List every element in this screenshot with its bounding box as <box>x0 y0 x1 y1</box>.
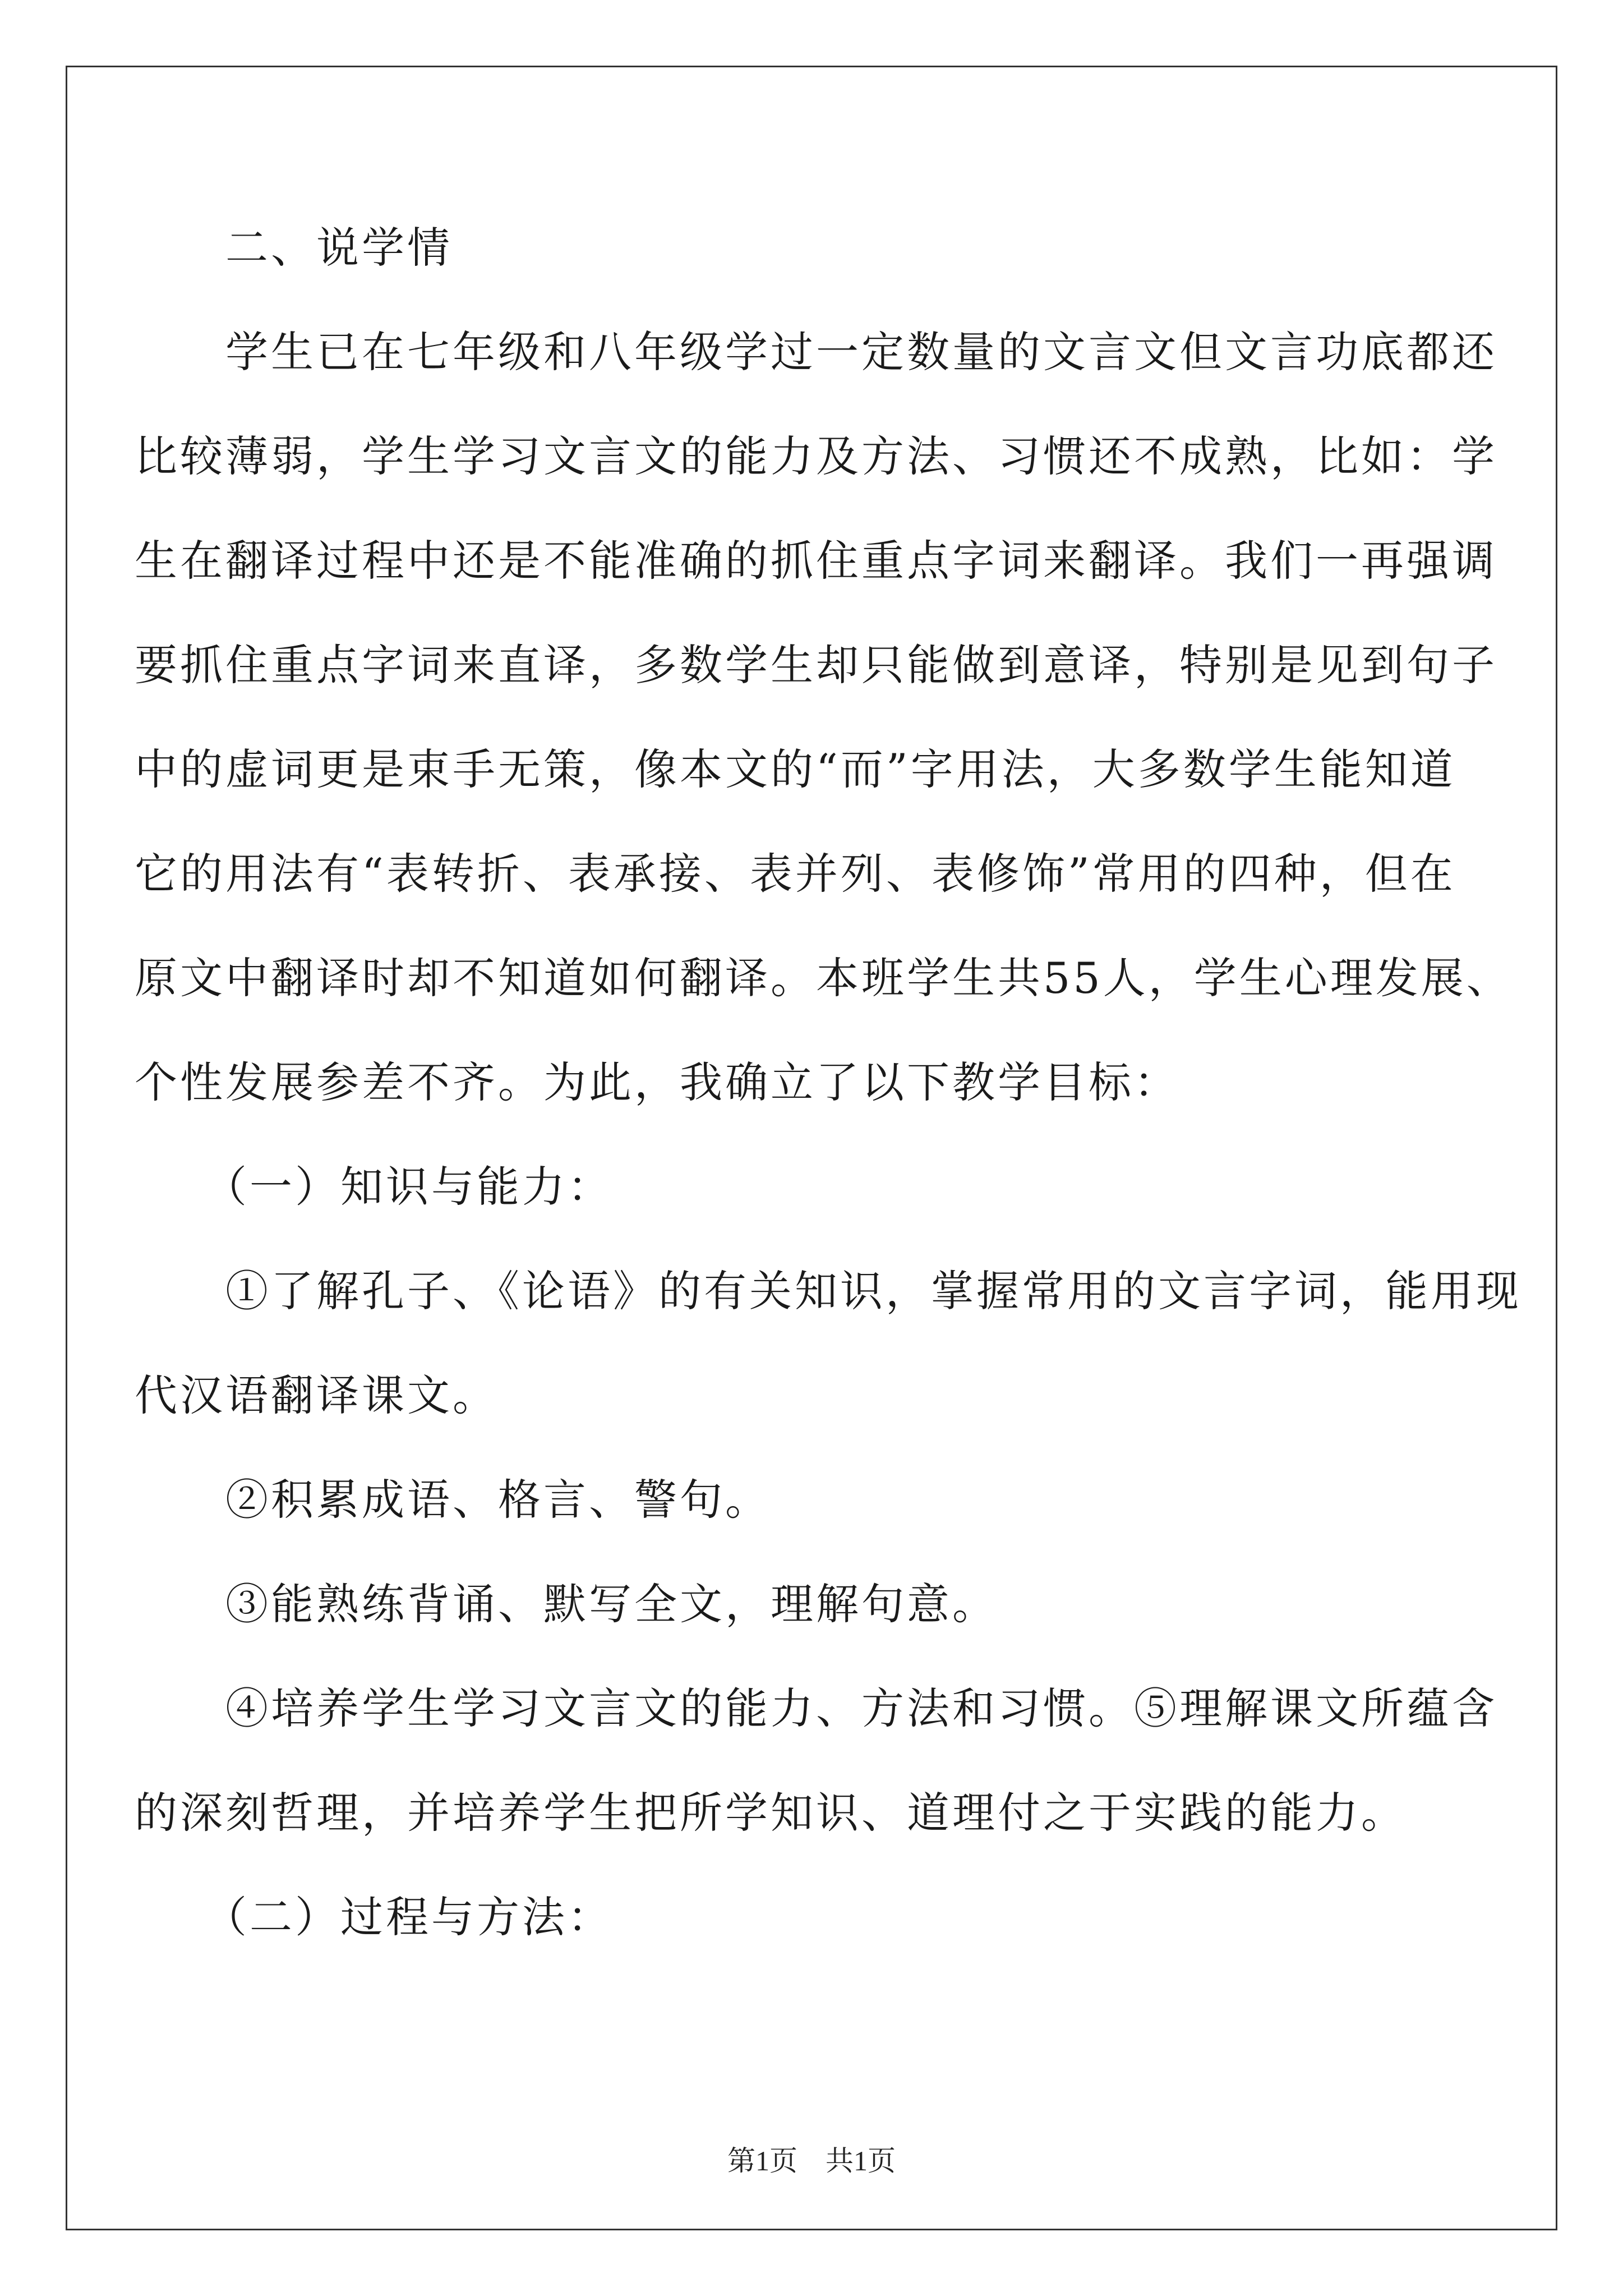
text-line-4: 生在翻译过程中还是不能准确的抓住重点字词来翻译。我们一再强调 <box>135 536 1497 586</box>
text-line-8: 原文中翻译时却不知道如何翻译。本班学生共55人，学生心理发展、 <box>135 953 1512 1003</box>
text-line-5: 要抓住重点字词来直译，多数学生却只能做到意译，特别是见到句子 <box>135 640 1497 690</box>
text-line-15: ④培养学生学习文言文的能力、方法和习惯。⑤理解课文所蕴含 <box>135 1683 1497 1733</box>
text-line-3: 比较薄弱，学生学习文言文的能力及方法、习惯还不成熟，比如：学 <box>135 431 1497 481</box>
text-line-17: （二）过程与方法： <box>135 1892 613 1942</box>
text-line-9: 个性发展参差不齐。为此，我确立了以下教学目标： <box>135 1057 1179 1107</box>
text-line-13: ②积累成语、格言、警句。 <box>135 1475 771 1525</box>
text-line-6: 中的虚词更是束手无策，像本文的“而”字用法，大多数学生能知道 <box>135 744 1456 794</box>
text-line-10: （一）知识与能力： <box>135 1162 613 1212</box>
text-line-2: 学生已在七年级和八年级学过一定数量的文言文但文言功底都还 <box>135 327 1497 377</box>
text-line-7: 它的用法有“表转折、表承接、表并列、表修饰”常用的四种，但在 <box>135 849 1456 899</box>
text-line-14: ③能熟练背诵、默写全文，理解句意。 <box>135 1579 998 1629</box>
text-line-16: 的深刻哲理，并培养学生把所学知识、道理付之于实践的能力。 <box>135 1788 1407 1838</box>
page-footer: 第1页 共1页 <box>727 2145 896 2177</box>
text-line-1: 二、说学情 <box>135 223 453 273</box>
text-line-12: 代汉语翻译课文。 <box>135 1370 498 1420</box>
text-line-11: ①了解孔子、《论语》的有关知识，掌握常用的文言字词，能用现 <box>135 1266 1521 1316</box>
